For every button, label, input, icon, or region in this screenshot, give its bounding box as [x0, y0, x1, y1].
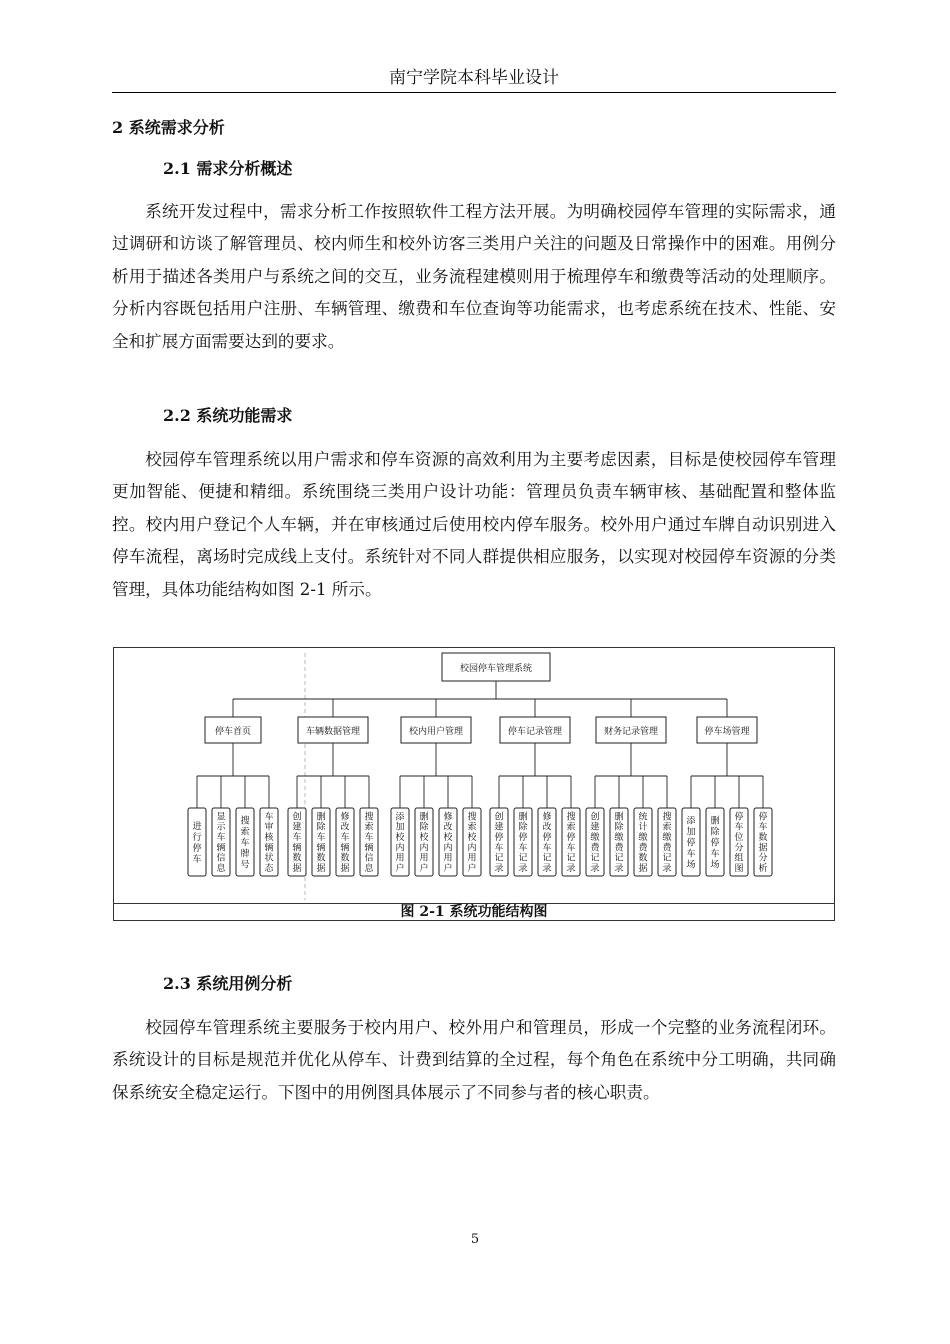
leaf-node-char: 索	[662, 822, 672, 833]
leaf-node-char: 停	[566, 833, 576, 843]
leaf-node-char: 用	[443, 853, 453, 864]
leaf-node-char: 费	[590, 843, 600, 854]
leaf-node-char: 记	[494, 853, 504, 864]
leaf-node-char: 户	[443, 864, 453, 874]
leaf-node-char: 户	[419, 864, 429, 874]
function-structure-diagram	[114, 648, 834, 903]
leaf-node-char: 创	[292, 812, 302, 823]
leaf-node-char: 录	[542, 864, 552, 874]
leaf-node-char: 内	[395, 843, 405, 854]
leaf-node-char: 除	[614, 822, 624, 833]
module-node-label: 校内用户管理	[408, 727, 464, 737]
leaf-node-char: 辆	[364, 843, 374, 854]
leaf-node-char: 费	[662, 843, 672, 854]
leaf-node-char: 索	[467, 822, 477, 833]
leaf-node-char: 信	[364, 853, 374, 864]
leaf-node-char: 车	[264, 812, 274, 823]
leaf-node-char: 索	[240, 827, 250, 838]
leaf-node-char: 索	[364, 822, 374, 833]
leaf-node-char: 改	[443, 822, 453, 833]
leaf-node-char: 记	[662, 853, 672, 864]
leaf-node-char: 记	[590, 853, 600, 864]
leaf-node-char: 车	[192, 855, 202, 865]
leaf-node-char: 用	[419, 853, 429, 864]
section-2-2-paragraph: 校园停车管理系统以用户需求和停车资源的高效利用为主要考虑因素，目标是使校园停车管理更加智能、便捷和精细。系统围绕三类用户设计功能：管理员负责车辆审核、基础配置和整体监控。校内用户登记个人车辆，并在审核通过后使用校内停车服务。校外用户通过车牌自动识别进入停车流程，离场时完成线上支付。系统针对不同人群提供相应服务，以实现对校园停车资源的分类管理，具体功能结构如图 2-1 所示。	[112, 450, 836, 599]
leaf-node-char: 辆	[216, 843, 226, 854]
leaf-node-char: 索	[566, 822, 576, 833]
leaf-node-char: 牌	[240, 849, 250, 860]
leaf-node-char: 记	[542, 853, 552, 864]
leaf-node-char: 态	[264, 864, 274, 874]
leaf-node-char: 缴	[614, 833, 624, 843]
module-node-label: 财务记录管理	[603, 727, 659, 737]
leaf-node-char: 车	[542, 843, 552, 854]
leaf-node-char: 停	[494, 833, 504, 843]
leaf-node-char: 缴	[638, 833, 648, 843]
leaf-node-char: 分	[734, 843, 744, 854]
leaf-node-char: 改	[542, 822, 552, 833]
leaf-node-char: 辆	[340, 843, 350, 854]
leaf-node-char: 添	[686, 816, 696, 827]
leaf-node-char: 车	[340, 833, 350, 843]
leaf-node-char: 据	[292, 864, 302, 874]
leaf-node-char: 内	[467, 843, 477, 854]
leaf-node-char: 搜	[240, 816, 250, 827]
leaf-node-char: 内	[443, 843, 453, 854]
leaf-node-char: 停	[758, 812, 768, 823]
leaf-node-char: 数	[292, 853, 302, 864]
leaf-node-char: 号	[240, 860, 250, 871]
leaf-node-char: 创	[590, 812, 600, 823]
leaf-node-char: 信	[216, 853, 226, 864]
page-number: 5	[470, 1232, 480, 1247]
leaf-node-char: 车	[494, 843, 504, 854]
leaf-node-char: 车	[292, 833, 302, 843]
leaf-node-char: 显	[216, 812, 226, 823]
module-node-label: 停车场管理	[704, 727, 750, 737]
leaf-node-char: 搜	[662, 812, 672, 823]
leaf-node-char: 除	[316, 822, 326, 833]
leaf-node-char: 创	[494, 812, 504, 823]
leaf-node-char: 停	[710, 838, 720, 849]
leaf-node-char: 搜	[364, 812, 374, 823]
leaf-node-char: 搜	[467, 812, 477, 823]
leaf-node-char: 删	[710, 816, 720, 827]
leaf-node-char: 数	[638, 853, 648, 864]
figure-caption: 图 2-1 系统功能结构图	[400, 904, 548, 920]
leaf-node-char: 据	[316, 864, 326, 874]
leaf-node-char: 校	[419, 833, 429, 843]
leaf-node-char: 修	[443, 812, 453, 823]
leaf-node-char: 记	[566, 853, 576, 864]
leaf-node-char: 辆	[292, 843, 302, 854]
leaf-node-char: 建	[292, 822, 302, 833]
leaf-node-char: 删	[614, 812, 624, 823]
leaf-node-char: 录	[590, 864, 600, 874]
root-node-label: 校园停车管理系统	[459, 664, 533, 674]
leaf-node-char: 建	[494, 822, 504, 833]
leaf-node-char: 修	[542, 812, 552, 823]
leaf-node-char: 录	[614, 864, 624, 874]
leaf-node-char: 据	[758, 843, 768, 854]
leaf-node-char: 数	[758, 833, 768, 843]
leaf-node-char: 数	[340, 853, 350, 864]
leaf-node-char: 缴	[590, 833, 600, 843]
leaf-node-char: 进	[192, 822, 202, 832]
leaf-node-char: 据	[638, 864, 648, 874]
leaf-node-char: 车	[240, 838, 250, 849]
leaf-node-char: 分	[758, 853, 768, 864]
leaf-node-char: 录	[566, 864, 576, 874]
module-node-label: 停车首页	[214, 727, 252, 737]
leaf-node-char: 数	[316, 853, 326, 864]
leaf-node-char: 状	[264, 853, 274, 864]
leaf-node-char: 删	[419, 812, 429, 823]
leaf-node-char: 删	[518, 812, 528, 823]
section-2-1-title: 2.1 需求分析概述	[163, 159, 293, 178]
leaf-node-char: 停	[518, 833, 528, 843]
leaf-node-char: 建	[590, 822, 600, 833]
leaf-node-char: 示	[216, 822, 226, 833]
leaf-node-char: 车	[364, 833, 374, 843]
leaf-node-char: 停	[734, 812, 744, 823]
module-node-label: 停车记录管理	[507, 727, 563, 737]
leaf-node-char: 析	[758, 864, 768, 874]
leaf-node-char: 缴	[662, 833, 672, 843]
section-2-2-title: 2.2 系统功能需求	[163, 406, 293, 425]
function-structure-figure	[113, 647, 835, 921]
leaf-node-char: 费	[614, 843, 624, 854]
leaf-node-char: 息	[364, 864, 374, 874]
leaf-node-char: 搜	[566, 812, 576, 823]
section-2-1-paragraph: 系统开发过程中，需求分析工作按照软件工程方法开展。为明确校园停车管理的实际需求，通过调研和访谈了解管理员、校内师生和校外访客三类用户关注的问题及日常操作中的困难。用例分析用于描述各类用户与系统之间的交互，业务流程建模则用于梳理停车和缴费等活动的处理顺序。分析内容既包括用户注册、车辆管理、缴费和车位查询等功能需求，也考虑系统在技术、性能、安全和扩展方面需要达到的要求。	[112, 202, 836, 351]
leaf-node-char: 校	[395, 833, 405, 843]
leaf-node-char: 场	[710, 860, 720, 871]
leaf-node-char: 场	[686, 860, 696, 871]
section-2-3-title: 2.3 系统用例分析	[163, 974, 293, 993]
leaf-node-char: 停	[542, 833, 552, 843]
leaf-node-char: 录	[494, 864, 504, 874]
leaf-node-char: 录	[518, 864, 528, 874]
leaf-node-char: 添	[395, 812, 405, 823]
leaf-node-char: 除	[518, 822, 528, 833]
leaf-node-char: 车	[734, 822, 744, 833]
leaf-node-char: 审	[264, 822, 274, 833]
leaf-node-char: 辆	[264, 843, 274, 854]
page-header-title: 南宁学院本科毕业设计	[389, 68, 559, 88]
leaf-node-char: 位	[734, 833, 744, 843]
leaf-node-char: 车	[216, 833, 226, 843]
leaf-node-char: 户	[395, 864, 405, 874]
leaf-node-char: 停	[686, 838, 696, 849]
leaf-node-char: 改	[340, 822, 350, 833]
module-node-label: 车辆数据管理	[305, 727, 361, 737]
leaf-node-char: 删	[316, 812, 326, 823]
leaf-node-char: 息	[216, 864, 226, 874]
leaf-node-char: 停	[192, 844, 202, 854]
leaf-node-char: 计	[638, 822, 648, 833]
leaf-node-char: 内	[419, 843, 429, 854]
leaf-node-char: 除	[419, 822, 429, 833]
leaf-node-char: 行	[192, 833, 202, 843]
section-2-3-paragraph: 校园停车管理系统主要服务于校内用户、校外用户和管理员，形成一个完整的业务流程闭环。系统设计的目标是规范并优化从停车、计费到结算的全过程，每个角色在系统中分工明确，共同确保系统安全稳定运行。下图中的用例图具体展示了不同参与者的核心职责。	[112, 1018, 836, 1102]
leaf-node-char: 车	[710, 849, 720, 860]
leaf-node-char: 用	[395, 853, 405, 864]
leaf-node-char: 车	[566, 843, 576, 854]
leaf-node-char: 辆	[316, 843, 326, 854]
leaf-node-char: 户	[467, 864, 477, 874]
leaf-node-char: 加	[395, 822, 405, 833]
leaf-node-char: 车	[316, 833, 326, 843]
leaf-node-char: 车	[518, 843, 528, 854]
leaf-node-char: 记	[614, 853, 624, 864]
leaf-node-char: 车	[758, 822, 768, 833]
leaf-node-char: 车	[686, 849, 696, 860]
leaf-node-char: 记	[518, 853, 528, 864]
section-2-title: 2 系统需求分析	[112, 118, 225, 137]
leaf-node-char: 用	[467, 853, 477, 864]
header-rule	[112, 92, 836, 93]
leaf-node-char: 加	[686, 827, 696, 838]
leaf-node-char: 校	[467, 833, 477, 843]
leaf-node-char: 除	[710, 827, 720, 838]
leaf-node-char: 图	[734, 864, 744, 874]
leaf-node-char: 核	[264, 833, 274, 843]
leaf-node-char: 录	[662, 864, 672, 874]
leaf-node-char: 统	[638, 812, 648, 823]
leaf-node-char: 据	[340, 864, 350, 874]
leaf-node-char: 修	[340, 812, 350, 823]
leaf-node-char: 校	[443, 833, 453, 843]
leaf-node-char: 费	[638, 843, 648, 854]
leaf-node-char: 组	[734, 853, 744, 864]
